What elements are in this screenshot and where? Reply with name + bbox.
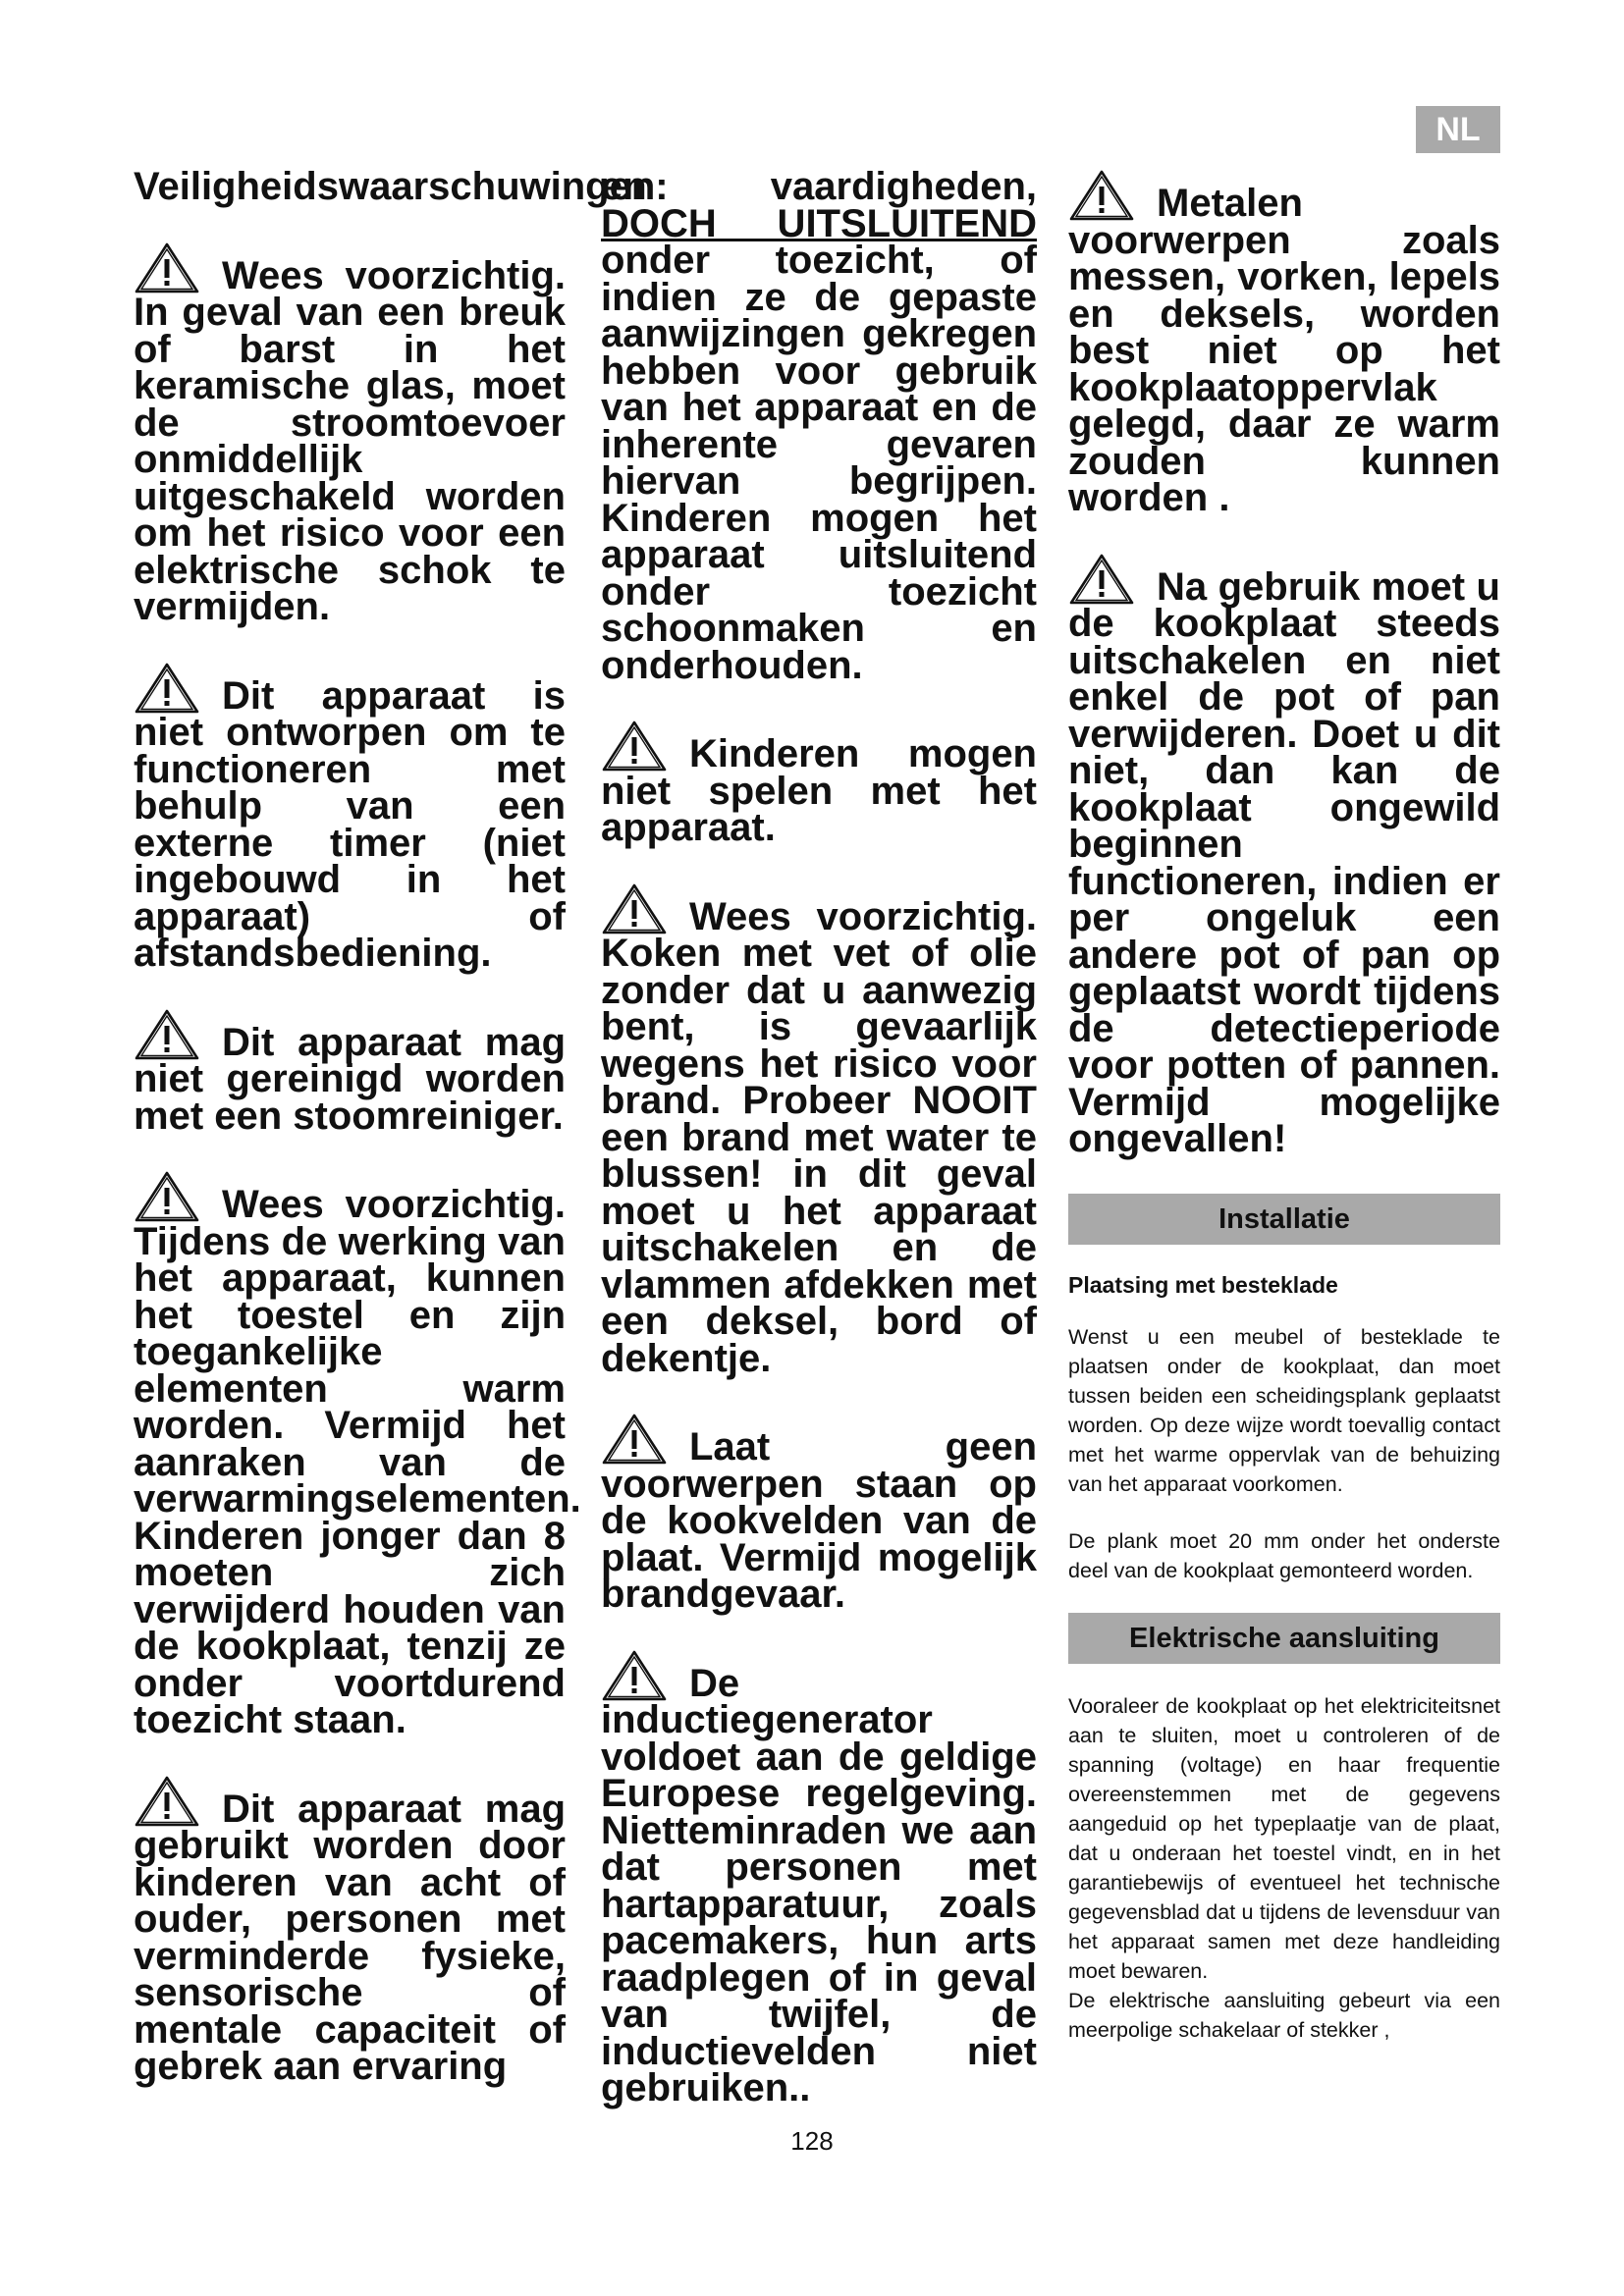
warning-triangle-icon [134,241,200,294]
electrical-paragraph: Vooraleer de kookplaat op het elektriciteitsnet aan te sluiten, moet u controleren of de spanning (voltage) en haar frequentie overeenstemmen met de gegevens aangeduid op het typeplaatje van de plaat, dat u onderaan het toestel vindt, en in het garantiebewijs of eventueel het technische gegevensblad dat u tijdens de levensduur van het apparaat samen met deze handleiding moet bewaren. [1068,1693,1500,1983]
electrical-paragraph: De elektrische aansluiting gebeurt via een meerpolige schakelaar of stekker , [1068,1988,1500,2042]
installation-section-header: Installatie [1068,1194,1500,1245]
warning-triangle-icon [134,1775,200,1828]
warning-children-play: Kinderen mogen niet spelen met het apparaat. [601,720,1037,847]
warning-triangle-icon [1068,553,1135,606]
page-number: 128 [790,2126,834,2156]
warning-triangle-icon [601,1413,668,1466]
installation-paragraph: De plank moet 20 mm onder het onderste deel van de kookplaat gemonteerd worden. [1068,1528,1500,1582]
electrical-section-header: Elektrische aansluiting [1068,1613,1500,1664]
warning-steam-cleaner: Dit apparaat mag niet gereinigd worden met een stoomreiniger. [134,1008,566,1136]
warning-pacemakers: De inductiegenerator voldoet aan de geldige Europese regelgeving. Nietteminraden we aan dat personen met hartapparatuur, zoals pacemakers, hun arts raadplegen of in geval van twijfel, de inductievelden niet gebruiken.. [601,1649,1037,2108]
warning-triangle-icon [1068,169,1135,222]
language-badge: NL [1416,106,1500,153]
warning-triangle-icon [134,1170,200,1223]
column-3 [1068,169,1500,2045]
warning-fire-oil: Wees voorzichtig. Koken met vet of olie zonder dat u aanwezig bent, is gevaarlijk wegens het risico voor brand. Probeer NOOIT een brand met water te blussen! in dit geval moet u het apparaat uitschakelen en de vlammen afdekken met een deksel, bord of dekentje. [601,882,1037,1378]
warning-hot-surfaces: Wees voorzichtig. Tijdens de werking van het apparaat, kunnen het toestel en zijn toegankelijke elementen warm worden. Vermijd het aanraken van de verwarmingselementen. Kinderen jonger dan 8 moeten zich verwijderd houden van de kookplaat, tenzij ze onder voortdurend toezicht staan. [134,1170,566,1739]
column-1 [134,165,669,2088]
warning-triangle-icon [601,882,668,935]
warning-triangle-icon [601,1649,668,1702]
safety-heading: Veiligheidswaarschuwingen: [134,165,669,208]
warning-triangle-icon [134,1008,200,1061]
installation-paragraph: Wenst u een meubel of besteklade te plaatsen onder de kookplaat, dan moet tussen beiden een scheidingsplank geplaatst worden. Op deze wijze wordt toevallig contact met het warme oppervlak van de behuizing van het apparaat voorkomen. [1068,1324,1500,1496]
warning-external-timer: Dit apparaat is niet ontworpen om te functioneren met behulp van een externe timer (niet ingebouwd in het apparaat) of afstandsbediening. [134,662,566,973]
warning-metal-objects: Metalen voorwerpen zoals messen, vorken, lepels en deksels, worden best niet op het kookplaatoppervlak gelegd, daar ze warm zouden kunnen worden . [1068,169,1500,517]
column-2 [601,165,1037,2109]
warning-switch-off: Na gebruik moet u de kookplaat steeds uitschakelen en niet enkel de pot of pan verwijderen. Doet u dit niet, dan kan de kookplaat ongewild beginnen functioneren, indien er per ongeluk een andere pot of pan op geplaatst wordt tijdens de detectieperiode voor potten of pannen. Vermijd mogelijke ongevallen! [1068,553,1500,1158]
warning-objects-on-plate: Laat geen voorwerpen staan op de kookvelden van de plaat. Vermijd mogelijk brandgevaar. [601,1413,1037,1614]
warning-triangle-icon [601,720,668,773]
warning-glass-breakage: Wees voorzichtig. In geval van een breuk of barst in het keramische glas, moet de stroomtoevoer onmiddellijk uitgeschakeld worden om het risico voor een elektrische schok te vermijden. [134,241,566,626]
emphasis-only: DOCH UITSLUITEND [601,201,1037,245]
warning-children-use: Dit apparaat mag gebruikt worden door kinderen van acht of ouder, personen met verminderde fysieke, sensorische of mentale capaciteit of gebrek aan ervaring [134,1775,566,2086]
warning-triangle-icon [134,662,200,715]
installation-subheading: Plaatsing met besteklade [1068,1271,1338,1298]
warning-children-continuation: en vaardigheden, DOCH UITSLUITEND onder toezicht, of indien ze de gepaste aanwijzingen gekregen hebben voor gebruik van het apparaat en de inherente gevaren hiervan begrijpen. Kinderen mogen het apparaat uitsluitend onder toezicht schoonmaken en onderhouden. [601,165,1037,687]
